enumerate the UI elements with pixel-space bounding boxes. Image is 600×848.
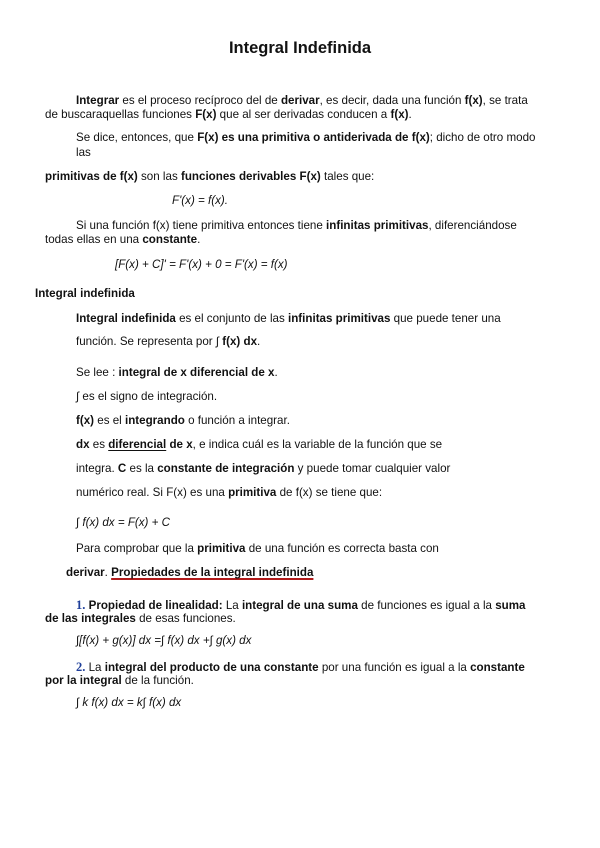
text: Se dice, entonces, que: [76, 131, 198, 144]
text: La: [222, 599, 242, 612]
property-number: 2.: [76, 660, 86, 674]
term-integrar: Integrar: [76, 94, 120, 107]
text: .: [257, 335, 261, 348]
formula-derivative: F'(x) = f(x).: [172, 194, 228, 207]
text: todas ellas en una: [45, 233, 143, 246]
text: de la función.: [121, 674, 194, 687]
term: integrando: [124, 414, 185, 427]
infinite-primitives-line-1: [76, 219, 517, 233]
check-line-2: [66, 566, 313, 580]
term: f(x): [76, 414, 95, 427]
text: de: [166, 438, 187, 451]
text: y puede tomar cualquier valor: [294, 462, 451, 475]
text: son las: [137, 170, 181, 183]
term: funciones derivables F(x): [180, 170, 321, 183]
term: infinitas primitivas: [288, 312, 391, 325]
text: Se lee :: [76, 366, 119, 379]
text: Si una función f(x) tiene primitiva entonces tiene: [76, 219, 327, 232]
text: , diferenciándose: [428, 219, 517, 232]
property-1-formula: ∫[f(x) + g(x)] dx =∫ f(x) dx +∫ g(x) dx: [76, 634, 252, 647]
property-1-line-2: [45, 612, 236, 626]
text: Para comprobar que la: [76, 542, 198, 555]
property-2-formula: ∫ k f(x) dx = k∫ f(x) dx: [76, 696, 182, 709]
term-diferencial: diferencial: [108, 438, 167, 451]
dx-line-1: [76, 438, 442, 452]
property-1-line-1: [76, 598, 526, 613]
term: Integral indefinida: [76, 312, 176, 325]
term: primitivas de f(x): [45, 170, 138, 183]
text: es la: [126, 462, 158, 475]
term: constante de integración: [157, 462, 295, 475]
term: x: [186, 438, 193, 451]
term: primitiva: [197, 542, 246, 555]
intro-line-1: [76, 94, 528, 108]
text: función. Se representa por ∫: [76, 335, 223, 348]
integral-sign-line: ∫ es el signo de integración.: [76, 390, 218, 403]
term-Fx: F(x): [195, 108, 217, 121]
text: .: [408, 108, 412, 121]
term: de las integrales: [45, 612, 136, 625]
infinite-primitives-line-2: [45, 233, 200, 247]
term: Propiedad de linealidad:: [85, 599, 223, 612]
reading-line: [76, 366, 278, 380]
text: .: [104, 566, 112, 579]
text: , e indica cuál es la variable de la función que se: [192, 438, 443, 451]
dx-line-2: [76, 462, 450, 476]
check-line-1: [76, 542, 439, 556]
term: dx: [76, 438, 90, 451]
text: que puede tener una: [390, 312, 501, 325]
term: integral del producto de una constante: [104, 661, 319, 674]
text: ; dicho de otro modo: [429, 131, 536, 144]
text: es: [89, 438, 109, 451]
text: es el conjunto de las: [175, 312, 288, 325]
term: integral de una suma: [241, 599, 358, 612]
term: C: [117, 462, 127, 475]
formula-constant: [F(x) + C]' = F'(x) + 0 = F'(x) = f(x): [115, 258, 288, 271]
term: infinitas primitivas: [326, 219, 429, 232]
text: , es decir, dada una función: [319, 94, 465, 107]
text: La: [85, 661, 105, 674]
definition-line-1: [76, 131, 535, 145]
text: es el: [94, 414, 125, 427]
intro-line-2: [45, 108, 412, 122]
term-fx: f(x): [464, 94, 483, 107]
term-primitiva: F(x) es una primitiva o antiderivada de f(x): [197, 131, 430, 144]
section-heading: Integral indefinida: [35, 287, 135, 300]
term: primitiva: [228, 486, 277, 499]
property-2-line-1: [76, 660, 525, 675]
property-2-line-2: [45, 674, 194, 688]
text: que al ser derivadas conducen a: [216, 108, 391, 121]
definition-line-3: [45, 170, 374, 184]
text: tales que:: [320, 170, 375, 183]
text: , se trata: [482, 94, 528, 107]
property-number: 1.: [76, 598, 86, 612]
term: constante: [470, 661, 525, 674]
text: o función a integrar.: [184, 414, 290, 427]
text: de f(x) se tiene que:: [276, 486, 383, 499]
text: .: [197, 233, 201, 246]
term: por la integral: [45, 674, 122, 687]
text: numérico real. Si F(x) es una: [76, 486, 229, 499]
text: de buscaraquellas funciones: [45, 108, 196, 121]
text: .: [274, 366, 278, 379]
properties-link[interactable]: Propiedades de la integral indefinida: [111, 566, 314, 579]
text: es el proceso recíproco del de: [119, 94, 281, 107]
text: de esas funciones.: [135, 612, 236, 625]
page-title: Integral Indefinida: [228, 39, 372, 57]
term-fx: f(x): [390, 108, 409, 121]
indefinite-def-line-1: [76, 312, 501, 326]
text: integra.: [76, 462, 118, 475]
integrand-line: [76, 414, 290, 428]
term-derivar: derivar: [280, 94, 320, 107]
text: por una función es igual a la: [318, 661, 471, 674]
text: de una función es correcta basta con: [245, 542, 439, 555]
text: de funciones es igual a la: [357, 599, 496, 612]
formula-indefinite-integral: ∫ f(x) dx = F(x) + C: [76, 516, 171, 529]
term: integral de x diferencial de x: [118, 366, 275, 379]
definition-line-2: las: [76, 146, 91, 159]
indefinite-def-line-2: [76, 335, 260, 349]
term: derivar: [66, 566, 105, 579]
dx-line-3: [76, 486, 382, 500]
term: constante: [142, 233, 198, 246]
term: suma: [495, 599, 526, 612]
term: f(x) dx: [222, 335, 258, 348]
